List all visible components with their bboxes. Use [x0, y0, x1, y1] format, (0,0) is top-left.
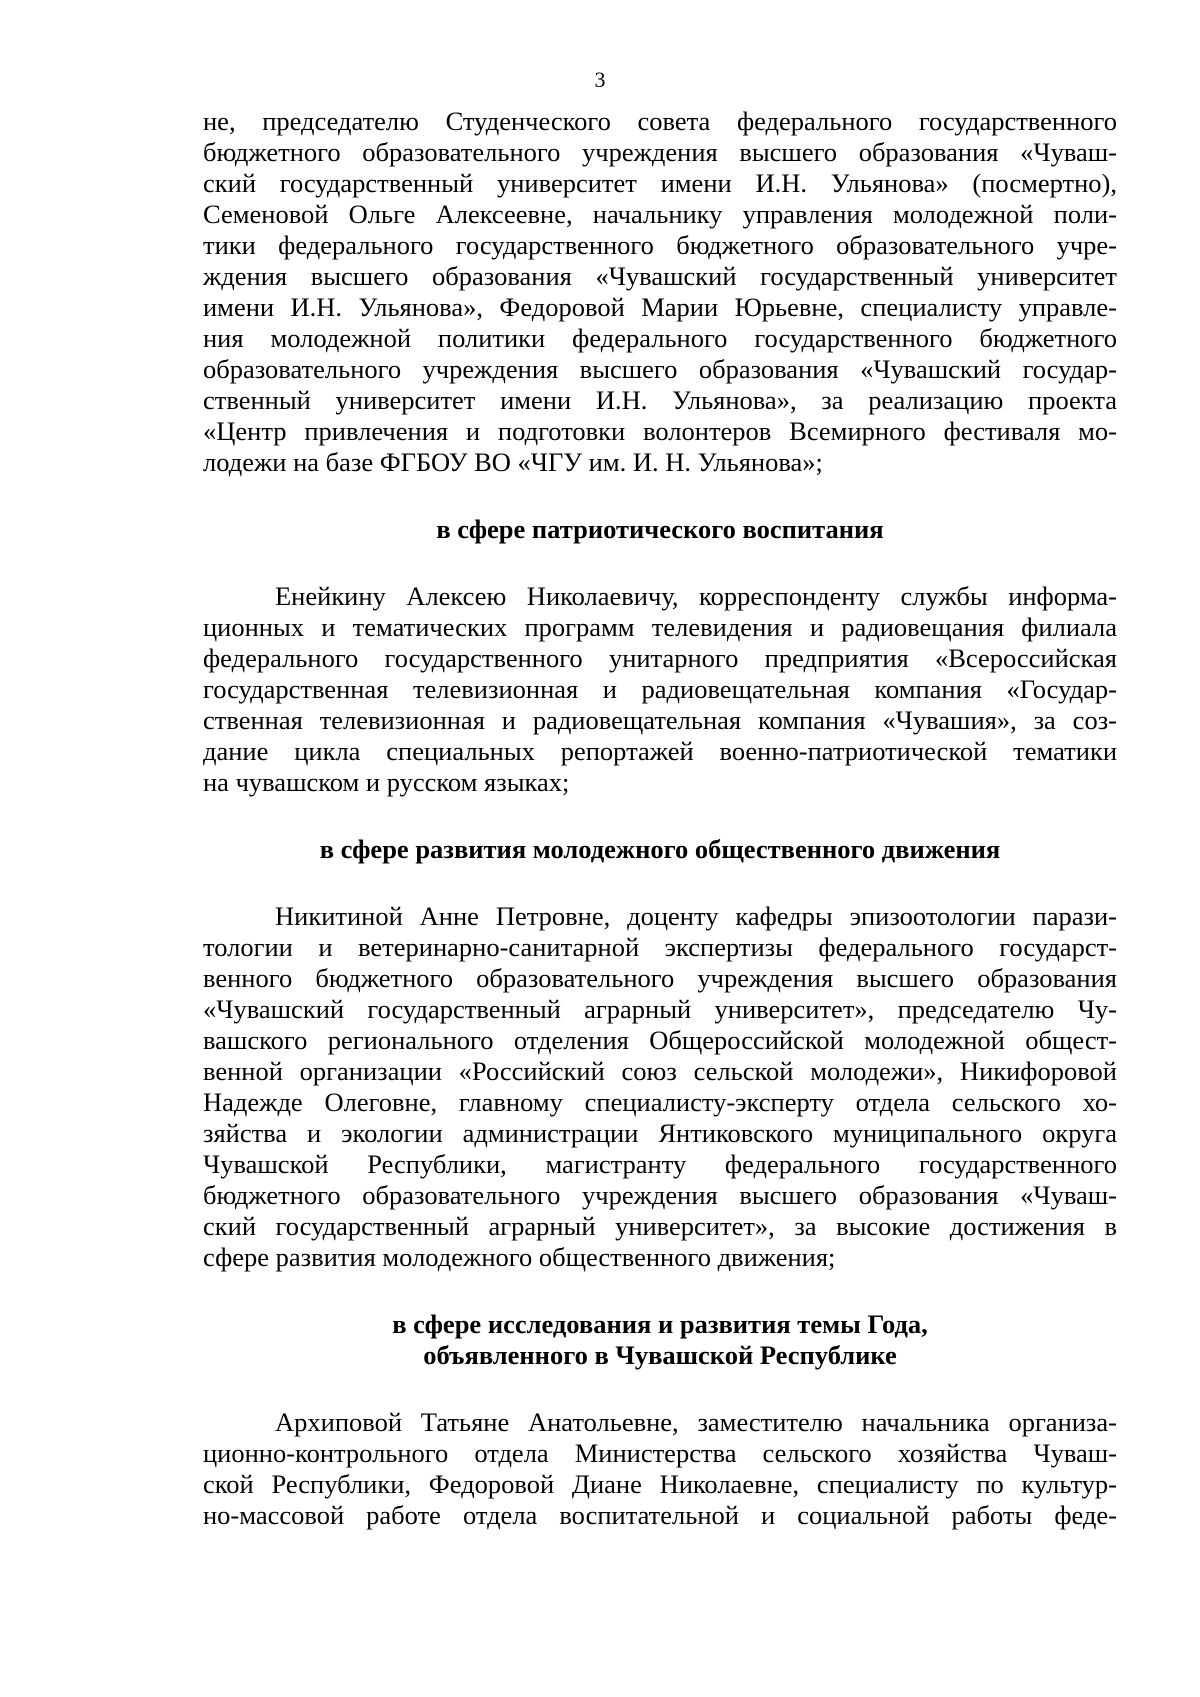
text-line: Надежде Олеговне, главному специалисту-эксперту отдела сельского хо-: [203, 1087, 1117, 1117]
section-heading-year-theme: в сфере исследования и развития темы Года,: [392, 1309, 928, 1339]
text-line: ционных и тематических программ телевидения и радиовещания филиала: [203, 612, 1117, 642]
paragraph-volunteers: [203, 106, 1117, 478]
paragraph-youth-movement: [203, 901, 1117, 1273]
text-line: сфере развития молодежного общественного движения;: [203, 1242, 836, 1272]
text-line: ния молодежной политики федерального государственного бюджетного: [203, 323, 1117, 353]
text-line: Енейкину Алексею Николаевичу, корреспонденту службы информа-: [275, 581, 1117, 611]
text-line: дание цикла специальных репортажей военно-патриотической тематики: [203, 736, 1117, 766]
text-line: Семеновой Ольге Алексеевне, начальнику управления молодежной поли-: [203, 199, 1117, 229]
section-heading-patriotic: в сфере патриотического воспитания: [436, 514, 884, 544]
text-line: тики федерального государственного бюджетного образовательного учре-: [203, 230, 1117, 260]
text-line: зяйства и экологии администрации Янтиковского муниципального округа: [203, 1118, 1117, 1148]
paragraph-year-theme: [203, 1407, 1117, 1531]
text-line: ский государственный университет имени И.Н. Ульянова» (посмертно),: [203, 168, 1117, 198]
text-line: на чувашском и русском языках;: [203, 767, 570, 797]
text-line: федерального государственного унитарного предприятия «Всероссийская: [203, 643, 1117, 673]
text-line: ский государственный аграрный университет», за высокие достижения в: [203, 1211, 1117, 1241]
text-line: бюджетного образовательного учреждения высшего образования «Чуваш-: [203, 1180, 1117, 1210]
text-line: не, председателю Студенческого совета федерального государственного: [203, 106, 1117, 136]
text-line: венной организации «Российский союз сельской молодежи», Никифоровой: [203, 1056, 1117, 1086]
text-line: тологии и ветеринарно-санитарной экспертизы федерального государст-: [203, 932, 1117, 962]
text-line: Чувашской Республики, магистранту федерального государственного: [203, 1149, 1117, 1179]
paragraph-patriotic: [203, 581, 1117, 798]
text-line: венного бюджетного образовательного учреждения высшего образования: [203, 963, 1117, 993]
page-number: 3: [594, 67, 606, 92]
text-line: Никитиной Анне Петровне, доценту кафедры эпизоотологии парази-: [275, 901, 1117, 931]
text-line: лодежи на базе ФГБОУ ВО «ЧГУ им. И. Н. Ульянова»;: [203, 447, 823, 477]
text-line: ционно-контрольного отдела Министерства сельского хозяйства Чуваш-: [203, 1438, 1117, 1468]
section-heading-year-theme-line2: объявленного в Чувашской Республике: [423, 1340, 897, 1370]
document-body: [203, 106, 1117, 1531]
text-line: но-массовой работе отдела воспитательной и социальной работы феде-: [203, 1500, 1117, 1530]
text-line: Архиповой Татьяне Анатольевне, заместителю начальника организа-: [275, 1407, 1117, 1437]
text-line: образовательного учреждения высшего образования «Чувашский государ-: [203, 354, 1117, 384]
text-line: государственная телевизионная и радиовещательная компания «Государ-: [203, 674, 1117, 704]
text-line: ждения высшего образования «Чувашский государственный университет: [203, 261, 1117, 291]
text-line: бюджетного образовательного учреждения высшего образования «Чуваш-: [203, 137, 1117, 167]
text-line: «Чувашский государственный аграрный университет», председателю Чу-: [203, 994, 1117, 1024]
text-line: имени И.Н. Ульянова», Федоровой Марии Юрьевне, специалисту управле-: [203, 292, 1117, 322]
text-line: ственный университет имени И.Н. Ульянова», за реализацию проекта: [203, 385, 1117, 415]
text-line: «Центр привлечения и подготовки волонтеров Всемирного фестиваля мо-: [203, 416, 1117, 446]
section-heading-youth-movement: в сфере развития молодежного общественного движения: [319, 834, 1001, 864]
text-line: ственная телевизионная и радиовещательная компания «Чувашия», за соз-: [203, 705, 1117, 735]
text-line: вашского регионального отделения Общероссийской молодежной общест-: [203, 1025, 1117, 1055]
text-line: ской Республики, Федоровой Диане Николаевне, специалисту по культур-: [203, 1469, 1117, 1499]
